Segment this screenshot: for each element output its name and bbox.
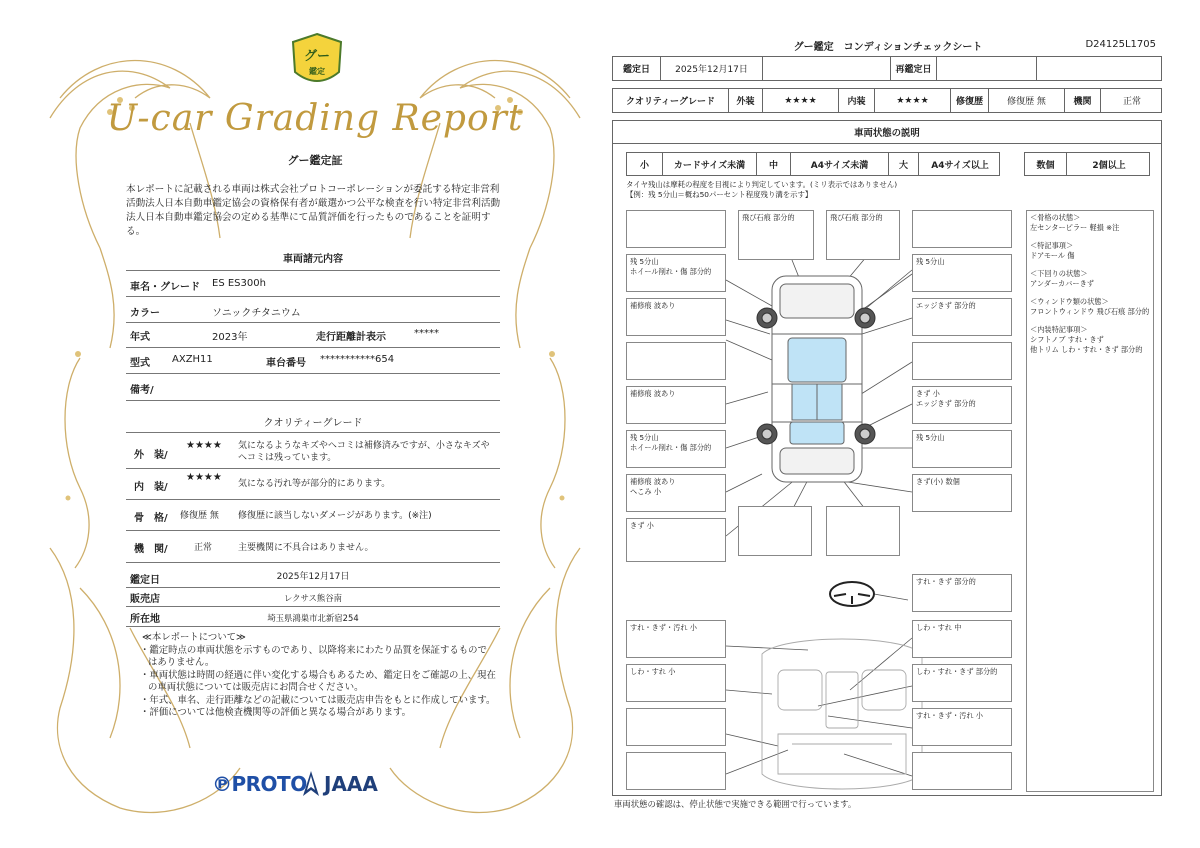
divider — [126, 432, 500, 433]
jaaa-logo: JAAA — [324, 772, 378, 796]
svg-text:鑑定: 鑑定 — [309, 67, 325, 76]
svg-text:グー: グー — [303, 49, 331, 64]
year-label: 年式 — [130, 332, 150, 343]
damage-box: 残 5分山 — [912, 254, 1012, 292]
damage-box: エッジきず 部分的 — [912, 298, 1012, 336]
name-value: ES ES300h — [212, 278, 266, 289]
inspection-date-value: 2025年12月17日 — [661, 57, 763, 80]
chassis-label: 車台番号 — [266, 358, 306, 369]
goo-kantei-badge — [289, 32, 345, 92]
interior-damage-box — [626, 752, 726, 790]
note-item: ・鑑定時点の車両状態を示すものであり、以降将来にわたり品質を保証するものではありません。 — [140, 644, 487, 668]
frame-text: 修復歴に該当しないダメージがあります。(※注) — [238, 511, 432, 521]
damage-box: 補修痕 波あり — [626, 386, 726, 424]
damage-box: 残 5分山 ホイール削れ・傷 部分的 — [626, 254, 726, 292]
damage-box: きず 小 — [626, 518, 726, 562]
steering-wheel-icon — [830, 582, 874, 606]
frame-notes-heading: ＜骨格の状態＞ — [1030, 213, 1081, 222]
spec-heading: 車両諸元内容 — [283, 254, 343, 265]
damage-box: 飛び石痕 部分的 — [826, 210, 900, 260]
legend-count-desc: 2個以上 — [1092, 160, 1126, 171]
model-label: 型式 — [130, 358, 150, 369]
divider — [126, 400, 500, 401]
special-notes-value: ドアモール 傷 — [1030, 251, 1075, 260]
legend-medium-desc: A4サイズ未満 — [791, 153, 889, 175]
interior-label: 内装 — [839, 89, 875, 112]
window-notes-value: フロントウィンドウ 飛び石痕 部分的 — [1030, 307, 1150, 316]
interior-label: 内 装/ — [134, 482, 168, 493]
address-label: 所在地 — [130, 614, 160, 625]
remarks-label: 備考/ — [130, 385, 154, 396]
note-item: ・車両状態は時間の経過に伴い変化する場合もあるため、鑑定日をご確認の上、現在の車両状態については販売店にお問合せください。 — [140, 669, 496, 693]
chassis-value: ***********654 — [320, 354, 395, 365]
color-value: ソニックチタニウム — [212, 308, 301, 319]
report-notes — [136, 632, 496, 720]
damage-box — [912, 210, 1012, 248]
document-id: D24125L1705 — [1085, 39, 1156, 50]
interior-notes-value: シフトノブ すれ・きず — [1030, 335, 1104, 344]
divider — [126, 373, 500, 374]
interior-damage-box: しわ・すれ 小 — [626, 664, 726, 702]
damage-box: 補修痕 波あり — [626, 298, 726, 336]
dealer-label: 販売店 — [130, 594, 160, 605]
frame-label: 骨 格/ — [134, 513, 168, 524]
divider — [126, 322, 500, 323]
grade-label: クオリティーグレード — [613, 89, 729, 112]
damage-box — [626, 210, 726, 248]
divider — [126, 626, 500, 627]
year-value: 2023年 — [212, 332, 248, 343]
frame-value: 修復歴 無 — [180, 511, 219, 521]
engine-value: 正常 — [194, 543, 213, 553]
legend-medium: 中 — [757, 153, 791, 175]
interior-damage-box: しわ・すれ・きず 部分的 — [912, 664, 1012, 702]
frame-notes-value: 左センターピラー 軽損 ※注 — [1030, 223, 1120, 232]
exterior-label: 外 装/ — [134, 450, 168, 461]
condition-check-sheet — [612, 34, 1164, 814]
repair-history-label: 修復歴 — [951, 89, 989, 112]
divider — [126, 562, 500, 563]
legend-small-desc: カードサイズ未満 — [663, 153, 757, 175]
repair-history-value: 修復歴 無 — [989, 89, 1065, 112]
damage-box: 補修痕 波あり へこみ 小 — [626, 474, 726, 512]
divider — [126, 347, 500, 348]
car-interior-view — [762, 639, 922, 789]
interior-grade: ★★★★ — [875, 89, 951, 112]
mileage-value: ***** — [414, 328, 439, 339]
engine-value: 正常 — [1122, 97, 1141, 107]
engine-text: 主要機関に不具合はありません。 — [238, 543, 374, 553]
underbody-notes-heading: ＜下回りの状態＞ — [1030, 269, 1088, 278]
sponsor-logos — [212, 770, 432, 802]
sheet-title: グー鑑定 コンディションチェックシート — [793, 42, 983, 53]
exterior-label: 外装 — [729, 89, 763, 112]
note-item: ・年式、車名、走行距離などの記載については販売店申告をもとに作成しています。 — [140, 694, 496, 706]
damage-box: きず(小) 数個 — [912, 474, 1012, 512]
notes-heading: ≪本レポートについて≫ — [142, 632, 246, 643]
legend-large: 大 — [889, 153, 919, 175]
address-value: 埼玉県鴻巣市北新宿254 — [267, 613, 359, 623]
name-label: 車名・グレード — [130, 282, 200, 293]
underbody-notes-value: アンダーカバーきず — [1030, 279, 1094, 288]
window-notes-heading: ＜ウィンドウ類の状態＞ — [1030, 297, 1109, 306]
damage-box — [738, 506, 812, 556]
divider — [126, 296, 500, 297]
exterior-grade: ★★★★ — [763, 89, 839, 112]
proto-logo: ℗PROTO — [212, 772, 307, 796]
legend-small: 小 — [627, 153, 663, 175]
report-title: U-car Grading Report — [106, 98, 524, 139]
reinspection-label: 再鑑定日 — [891, 57, 937, 80]
interior-damage-box — [912, 752, 1012, 790]
interior-stars: ★★★★ — [186, 472, 222, 483]
model-value: AXZH11 — [172, 354, 213, 365]
exterior-text: 気になるようなキズやヘコミは補修済みですが、小さなキズやヘコミは残っています。 — [238, 441, 490, 463]
grading-certificate — [40, 28, 590, 828]
legend-large-desc: A4サイズ以上 — [931, 160, 989, 171]
special-notes-heading: ＜特記事項＞ — [1030, 241, 1074, 250]
interior-notes-value: 他トリム しわ・すれ・きず 部分的 — [1030, 345, 1143, 354]
divider — [126, 468, 500, 469]
color-label: カラー — [130, 308, 160, 319]
tire-note-line: 【例：残 5分山＝概ね50パーセント程度残り溝を示す】 — [626, 189, 813, 199]
divider — [126, 530, 500, 531]
interior-damage-box — [626, 708, 726, 746]
interior-notes-heading: ＜内装特記事項＞ — [1030, 325, 1088, 334]
damage-box: 残 5分山 ホイール削れ・傷 部分的 — [626, 430, 726, 468]
special-notes-panel — [1026, 210, 1154, 792]
interior-damage-box: すれ・きず 部分的 — [912, 574, 1012, 612]
damage-box — [912, 342, 1012, 380]
divider — [126, 270, 500, 271]
interior-damage-box: すれ・きず・汚れ 小 — [626, 620, 726, 658]
divider — [126, 499, 500, 500]
section-title: 車両状態の説明 — [612, 120, 1162, 144]
dealer-value: レクサス熊谷南 — [283, 593, 343, 603]
interior-damage-box: すれ・きず・汚れ 小 — [912, 708, 1012, 746]
damage-box: 残 5分山 — [912, 430, 1012, 468]
damage-box: きず 小 エッジきず 部分的 — [912, 386, 1012, 424]
certificate-subtitle: グー鑑定証 — [287, 154, 343, 167]
exterior-stars: ★★★★ — [186, 440, 222, 451]
damage-box — [626, 342, 726, 380]
legend-count: 数個 — [1025, 153, 1067, 175]
interior-damage-box: しわ・すれ 中 — [912, 620, 1012, 658]
interior-text: 気になる汚れ等が部分的にあります。 — [238, 479, 391, 489]
engine-label: 機 関/ — [134, 544, 168, 555]
certificate-intro: 本レポートに記載される車両は株式会社プロトコーポレーションが委託する特定非営利活動法人日本自動車鑑定協会の資格保有者が厳選かつ公平な検査を行い特定非営利活動法人日本自動車鑑定協会の定める基準にて品質評価を行ったものであることを証明する。 — [126, 184, 501, 237]
inspection-date-label: 鑑定日 — [613, 57, 661, 80]
date-label: 鑑定日 — [130, 575, 160, 586]
damage-box — [826, 506, 900, 556]
car-top-view — [772, 276, 862, 482]
divider — [126, 587, 500, 588]
sheet-footer: 車両状態の確認は、停止状態で実施できる範囲で行っています。 — [614, 799, 857, 809]
divider — [126, 606, 500, 607]
mileage-label: 走行距離計表示 — [316, 332, 386, 343]
note-item: ・評価については他検査機関等の評価と異なる場合があります。 — [140, 707, 411, 718]
grade-heading: クオリティーグレード — [263, 418, 363, 429]
damage-box: 飛び石痕 部分的 — [738, 210, 814, 260]
jaaa-emblem-icon — [302, 770, 320, 798]
date-value: 2025年12月17日 — [276, 572, 350, 582]
tire-note-line: タイヤ残山は摩耗の程度を目視により判定しています。(ミリ表示ではありません) — [626, 180, 898, 189]
engine-label: 機関 — [1065, 89, 1101, 112]
